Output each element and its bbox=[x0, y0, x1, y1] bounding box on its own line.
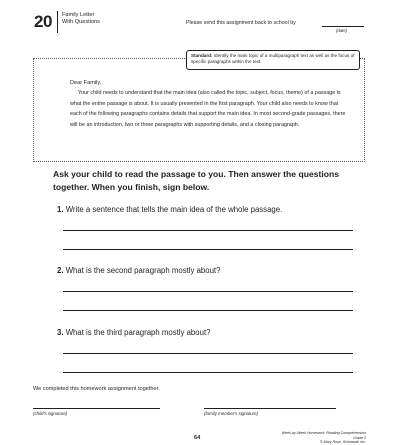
date-blank-line[interactable] bbox=[322, 26, 364, 27]
question-2 bbox=[57, 266, 220, 275]
question-text: What is the second paragraph mostly about? bbox=[65, 266, 221, 275]
standard-label: Standard: bbox=[191, 53, 213, 58]
letter-salutation: Dear Family, bbox=[70, 80, 102, 86]
standard-text: Identify the main topic of a multiparagraph text as well as the focus of specific paragraphs within the text. bbox=[191, 53, 355, 65]
answer-line-2b[interactable] bbox=[63, 310, 353, 311]
question-number: 3. bbox=[57, 328, 64, 337]
standard-box bbox=[186, 50, 360, 70]
header-divider bbox=[57, 11, 58, 33]
question-text: What is the third paragraph mostly about? bbox=[65, 328, 211, 337]
credit-line-2: © Mary Rose, Scholastic Inc. bbox=[319, 440, 366, 445]
question-number: 1. bbox=[57, 205, 64, 214]
date-label: (date) bbox=[336, 28, 347, 33]
answer-line-1a[interactable] bbox=[63, 230, 353, 231]
family-signature-line[interactable] bbox=[204, 408, 336, 409]
header-label-line2: With Questions bbox=[62, 19, 100, 25]
answer-line-3a[interactable] bbox=[63, 353, 353, 354]
credit-line bbox=[274, 431, 366, 445]
child-signature-line[interactable] bbox=[33, 408, 160, 409]
header-label bbox=[62, 12, 100, 26]
answer-line-1b[interactable] bbox=[63, 249, 353, 250]
send-back-text: Please send this assignment back to school by bbox=[186, 20, 296, 26]
letter-body: Your child needs to understand that the main idea (also called the topic, subject, focus, theme) of a passage is what the entire passage is about. It is usually presented in the first paragraph. Your child also needs to know that each of the following paragraphs contains details that support the main idea. In most second-grade passages, there will be an introduction, two or three paragraphs with supporting details, and a closing paragraph. bbox=[70, 90, 346, 128]
question-number: 2. bbox=[57, 266, 64, 275]
page-number: 20 bbox=[34, 12, 52, 31]
child-signature-label: (child's signature) bbox=[33, 411, 68, 416]
question-text: Write a sentence that tells the main idea of the whole passage. bbox=[65, 205, 283, 214]
header-label-line1: Family Letter bbox=[62, 12, 95, 18]
family-signature-label: (family member's signature) bbox=[204, 411, 259, 416]
completed-statement: We completed this homework assignment together. bbox=[33, 386, 160, 392]
credit-line-1: Week-by-Week Homework: Reading Comprehension Grade 2 bbox=[281, 431, 366, 440]
answer-line-2a[interactable] bbox=[63, 291, 353, 292]
question-1 bbox=[57, 205, 282, 214]
answer-line-3b[interactable] bbox=[63, 372, 353, 373]
instructions: Ask your child to read the passage to you. Then answer the questions together. When you finish, sign below. bbox=[53, 169, 340, 192]
footer-page-number: 64 bbox=[194, 435, 201, 441]
question-3 bbox=[57, 328, 210, 337]
